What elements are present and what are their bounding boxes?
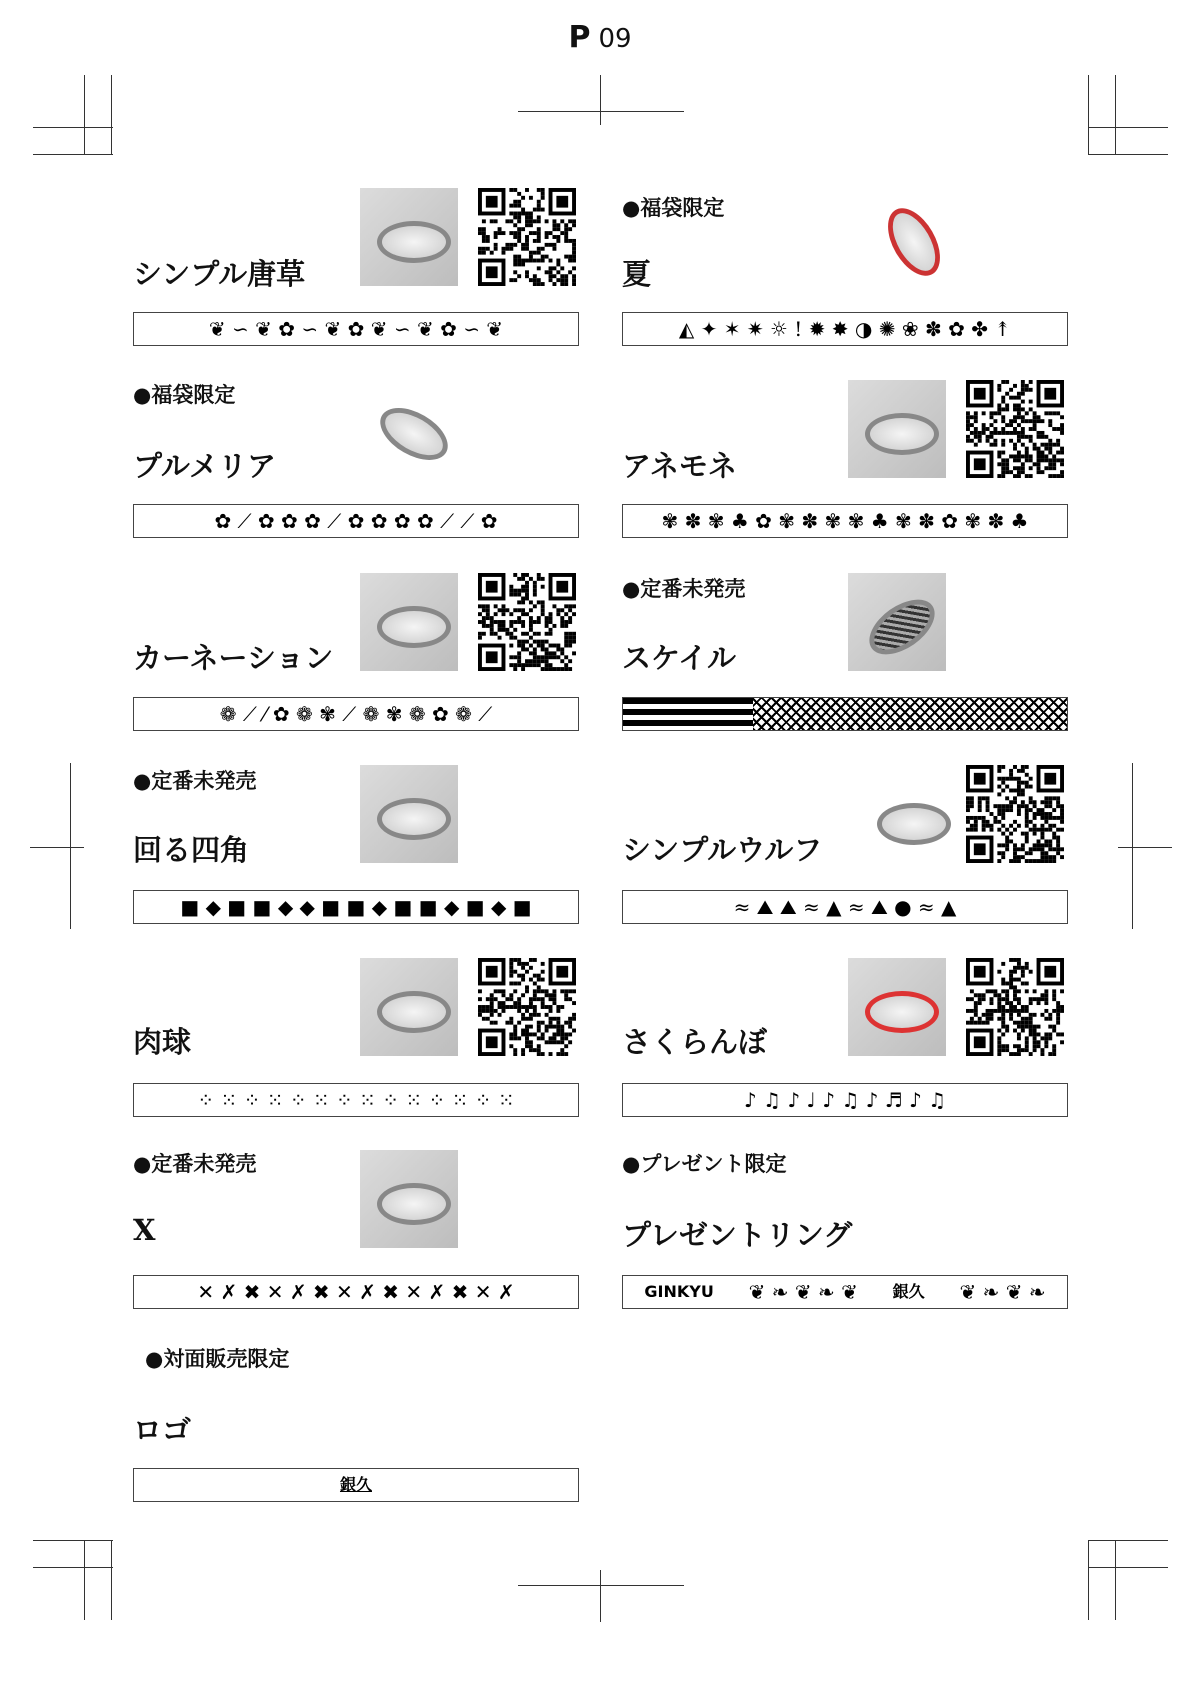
ring-photo xyxy=(848,573,946,671)
product-name: シンプル唐草 xyxy=(133,257,306,291)
product-name: 肉球 xyxy=(133,1025,192,1059)
limited-tag: ●定番未発売 xyxy=(133,768,257,793)
page-number: P 09 xyxy=(568,20,632,55)
logo-mark: 銀久 xyxy=(339,1475,372,1494)
product-name: 夏 xyxy=(622,257,652,291)
ring-photo xyxy=(860,188,958,286)
logo-mark: 銀久 xyxy=(892,1282,925,1301)
product-name: プレゼントリング xyxy=(622,1218,853,1252)
ring-photo xyxy=(860,770,958,868)
pattern-band: ❦ ∽ ❦ ✿ ∽ ❦ ✿ ❦ ∽ ❦ ✿ ∽ ❦ xyxy=(133,312,579,346)
pattern-band xyxy=(622,697,1068,731)
pattern-band: GINKYU ❦ ❧ ❦ ❧ ❦ 銀久 ❦ ❧ ❦ ❧ xyxy=(622,1275,1068,1309)
limited-tag: ●福袋限定 xyxy=(133,382,236,407)
limited-tag: ●プレゼント限定 xyxy=(622,1151,787,1176)
pattern-band: ⁘ ⁙ ⁘ ⁙ ⁘ ⁙ ⁘ ⁙ ⁘ ⁙ ⁘ ⁙ ⁘ ⁙ xyxy=(133,1083,579,1117)
qr-code[interactable] xyxy=(478,573,576,671)
ring-photo xyxy=(360,958,458,1056)
ring-photo xyxy=(848,380,946,478)
pattern-band: ✿ ⟋ ✿ ✿ ✿ ⟋ ✿ ✿ ✿ ✿ ⟋ ⟋ ✿ xyxy=(133,504,579,538)
limited-tag: ●対面販売限定 xyxy=(145,1346,290,1371)
ring-photo xyxy=(848,958,946,1056)
ring-photo xyxy=(360,188,458,286)
qr-code[interactable] xyxy=(966,380,1064,478)
pattern-band: ■ ◆ ■ ■ ◆ ◆ ■ ■ ◆ ■ ■ ◆ ■ ◆ ■ xyxy=(133,890,579,924)
qr-code[interactable] xyxy=(966,765,1064,863)
product-name: アネモネ xyxy=(622,449,737,483)
limited-tag: ●福袋限定 xyxy=(622,195,725,220)
qr-code[interactable] xyxy=(966,958,1064,1056)
pattern-band: ◭ ✦ ✶ ✷ ☼ ! ✹ ✸ ◑ ✺ ❀ ✽ ✿ ✤ ↟ xyxy=(622,312,1068,346)
brand-text: GINKYU xyxy=(644,1282,714,1301)
pattern-band xyxy=(133,1468,579,1502)
product-name: シンプルウルフ xyxy=(622,833,823,867)
qr-code[interactable] xyxy=(478,188,576,286)
ring-photo xyxy=(360,380,458,478)
product-name: スケイル xyxy=(622,641,736,675)
pattern-band: ❁ ⟋ ⁄ ✿ ❁ ✾ ⟋ ❁ ✾ ❁ ✿ ❁ ⟋ xyxy=(133,697,579,731)
product-name: プルメリア xyxy=(133,449,276,483)
pattern-band: ✾ ✽ ✾ ♣ ✿ ✾ ✽ ✾ ✾ ♣ ✾ ✽ ✿ ✾ ✽ ♣ xyxy=(622,504,1068,538)
product-name: 回る四角 xyxy=(133,833,250,867)
pattern-band: ♪ ♫ ♪ ♩ ♪ ♫ ♪ ♬ ♪ ♫ xyxy=(622,1083,1068,1117)
ring-photo xyxy=(360,573,458,671)
limited-tag: ●定番未発売 xyxy=(622,576,746,601)
pattern-band: ✕ ✗ ✖ ✕ ✗ ✖ ✕ ✗ ✖ ✕ ✗ ✖ ✕ ✗ xyxy=(133,1275,579,1309)
product-name: カーネーション xyxy=(133,641,334,675)
qr-code[interactable] xyxy=(478,958,576,1056)
limited-tag: ●定番未発売 xyxy=(133,1151,257,1176)
product-name: さくらんぼ xyxy=(622,1025,768,1059)
product-name: X xyxy=(133,1213,156,1247)
pattern-band: ≈ ⛰ ⛰ ≈ ▲ ≈ ⛰ ● ≈ ▲ xyxy=(622,890,1068,924)
ring-photo xyxy=(360,1150,458,1248)
product-name: ロゴ xyxy=(133,1413,192,1447)
ring-photo xyxy=(360,765,458,863)
